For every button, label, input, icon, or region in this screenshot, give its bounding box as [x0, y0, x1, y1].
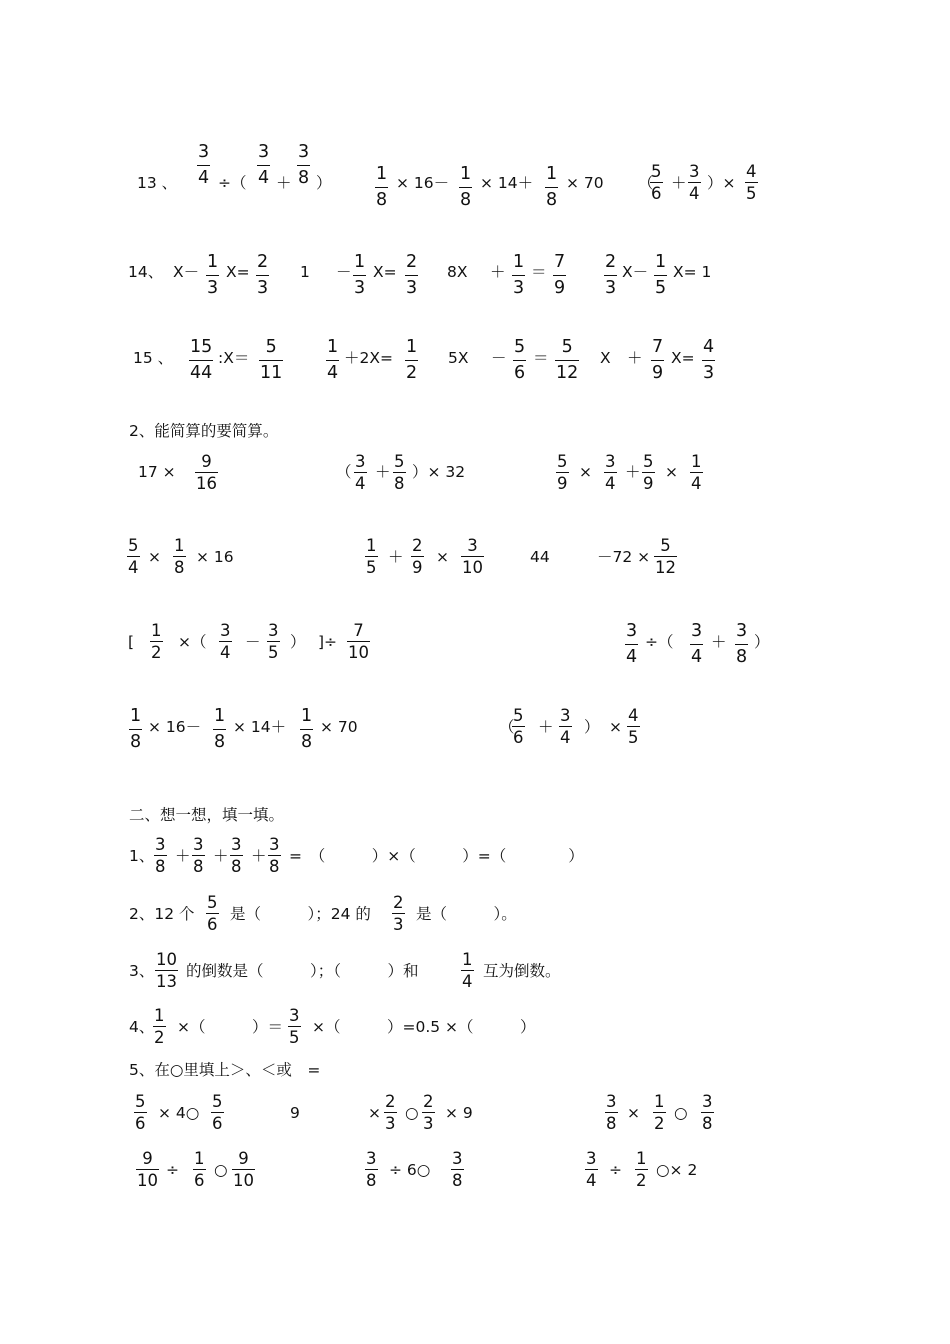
fraction: 1 2 [154, 1006, 165, 1047]
fraction: 5 6 [514, 337, 526, 383]
fraction: 1 8 [376, 164, 388, 210]
operator: ） [316, 174, 332, 192]
operator: ＋ [627, 349, 643, 367]
fraction: 1 3 [513, 252, 525, 298]
operator: X= [226, 263, 250, 281]
operator: 44 [530, 548, 550, 566]
answer-blanks: 互为倒数。 [483, 962, 561, 980]
answer-blanks: 是（ ）。 [416, 905, 517, 923]
fraction: 2 9 [412, 536, 423, 577]
fraction: 4 3 [703, 337, 715, 383]
fraction: 3 4 [560, 706, 571, 747]
operator: 1 [300, 263, 310, 281]
operator: :X＝ [218, 349, 250, 367]
operator: （ [638, 174, 654, 192]
fraction: 3 8 [366, 1149, 377, 1190]
fraction: 2 3 [257, 252, 269, 298]
fraction: 7 9 [554, 252, 566, 298]
operator: ＋ [538, 718, 554, 736]
fraction: 2 3 [385, 1092, 396, 1133]
fraction: 3 8 [155, 835, 166, 876]
operator: × [436, 548, 449, 566]
operator: × 70 [320, 718, 358, 736]
operator: － [491, 349, 507, 367]
operator: ＋ [175, 847, 191, 865]
operator: X= 1 [673, 263, 712, 281]
operator: × 16 [196, 548, 234, 566]
fraction: 3 8 [193, 835, 204, 876]
operator: × [368, 1104, 381, 1122]
operator: × [579, 463, 592, 481]
section-heading: 二、想一想，填一填。 [129, 806, 285, 824]
label: 15 、 [133, 349, 174, 367]
operator: ＋ [625, 463, 641, 481]
fraction: 1 8 [460, 164, 472, 210]
operator: × [665, 463, 678, 481]
fraction: 3 8 [269, 835, 280, 876]
operator: ） [290, 633, 306, 651]
fraction: 1 8 [174, 536, 185, 577]
fraction: 3 10 [462, 536, 483, 577]
operator: ＋ [388, 548, 404, 566]
fraction: 1 3 [354, 252, 366, 298]
fraction: 4 5 [628, 706, 639, 747]
operator: ＋2X= [344, 349, 393, 367]
fraction: 3 8 [452, 1149, 463, 1190]
label: 2、12 个 [129, 905, 195, 923]
operator: ○× 2 [656, 1161, 698, 1179]
fraction: 1 4 [462, 950, 473, 991]
fraction: 3 4 [689, 162, 700, 203]
operator: ）× [707, 174, 736, 192]
operator: X－ [622, 263, 649, 281]
fraction: 5 4 [128, 536, 139, 577]
operator: × 14＋ [233, 718, 287, 736]
operator: ○ [674, 1104, 688, 1122]
fraction: 1 2 [406, 337, 418, 383]
operator: －72 × [597, 548, 651, 566]
label: 3、 [129, 962, 155, 980]
fraction: 1 4 [327, 337, 339, 383]
fraction: 3 8 [606, 1092, 617, 1133]
fraction: 1 4 [691, 452, 702, 493]
operator: ○ [405, 1104, 419, 1122]
fraction: 5 9 [643, 452, 654, 493]
operator: [ [128, 633, 135, 651]
operator: ÷ [166, 1161, 179, 1179]
fraction: 3 4 [198, 142, 210, 188]
fraction: 3 4 [220, 621, 231, 662]
operator: × 16－ [148, 718, 202, 736]
fraction: 2 3 [406, 252, 418, 298]
answer-blanks: ×（ ）=0.5 ×（ ） [312, 1018, 536, 1036]
fraction: 3 4 [258, 142, 270, 188]
operator: 8X [447, 263, 468, 281]
operator: × [609, 718, 622, 736]
operator: ＝ [533, 349, 549, 367]
operator: × 4○ [158, 1104, 200, 1122]
operator: ÷（ [218, 174, 247, 192]
operator: × 9 [445, 1104, 473, 1122]
operator: ÷（ [645, 633, 674, 651]
fraction: 5 9 [557, 452, 568, 493]
operator: ） [584, 718, 600, 736]
fraction: 5 12 [556, 337, 579, 383]
fraction: 1 5 [655, 252, 667, 298]
fraction: 5 12 [655, 536, 676, 577]
fraction: 3 4 [626, 621, 638, 667]
operator: ÷ [609, 1161, 622, 1179]
fraction: 7 10 [348, 621, 369, 662]
operator: ]÷ [318, 633, 338, 651]
operator: ×（ [178, 633, 207, 651]
fraction: 1 2 [151, 621, 162, 662]
label: 13 、 [137, 174, 178, 192]
fraction: 3 8 [702, 1092, 713, 1133]
operator: X= [373, 263, 397, 281]
operator: － [336, 263, 352, 281]
fraction: 1 8 [301, 706, 313, 752]
operator: ○ [214, 1161, 228, 1179]
fraction: 2 3 [393, 893, 404, 934]
fraction: 5 6 [207, 893, 218, 934]
fraction: 3 5 [268, 621, 279, 662]
fraction: 1 8 [546, 164, 558, 210]
operator: （ [499, 718, 515, 736]
operator: ÷ 6○ [389, 1161, 431, 1179]
operator: ＝ [531, 263, 547, 281]
operator: × [148, 548, 161, 566]
fraction: 10 13 [156, 950, 177, 991]
operator: X [600, 349, 611, 367]
fraction: 3 4 [586, 1149, 597, 1190]
operator: ＋ [375, 463, 391, 481]
fraction: 3 8 [736, 621, 748, 667]
operator: X－ [173, 263, 200, 281]
fraction: 1 3 [207, 252, 219, 298]
section-heading: 2、能简算的要简算。 [129, 422, 279, 440]
operator: ） [754, 633, 770, 651]
fraction: 1 6 [194, 1149, 205, 1190]
fraction: 7 9 [652, 337, 664, 383]
fraction: 1 5 [366, 536, 377, 577]
operator: （ [336, 463, 352, 481]
fraction: 1 2 [636, 1149, 647, 1190]
fraction: 3 5 [289, 1006, 300, 1047]
fraction: 1 8 [130, 706, 142, 752]
operator: － [245, 633, 261, 651]
fraction: 9 10 [233, 1149, 254, 1190]
answer-blanks: 是（ ）；24 的 [230, 905, 371, 923]
operator: ＋ [490, 263, 506, 281]
operator: × [627, 1104, 640, 1122]
operator: ＋ [711, 633, 727, 651]
operator: 9 [290, 1104, 300, 1122]
operator: × 70 [566, 174, 604, 192]
fraction: 1 2 [654, 1092, 665, 1133]
operator: X= [671, 349, 695, 367]
fraction: 5 6 [212, 1092, 223, 1133]
fraction: 3 8 [231, 835, 242, 876]
fraction: 1 8 [214, 706, 226, 752]
fraction: 15 44 [190, 337, 213, 383]
fraction: 3 4 [605, 452, 616, 493]
answer-blanks: ×（ ）＝ [177, 1018, 283, 1036]
label: 14、 [128, 263, 164, 281]
fraction: 9 16 [196, 452, 217, 493]
fraction: 3 8 [298, 142, 310, 188]
fraction: 2 3 [605, 252, 617, 298]
fraction: 5 6 [135, 1092, 146, 1133]
fraction: 5 8 [394, 452, 405, 493]
operator: ）× 32 [412, 463, 466, 481]
fraction: 2 3 [423, 1092, 434, 1133]
fraction: 4 5 [746, 162, 757, 203]
answer-blanks: = （ ）×（ ）=（ ） [289, 847, 584, 865]
operator: 17 × [138, 463, 176, 481]
fraction: 5 6 [513, 706, 524, 747]
fill-question-5: 5、在○里填上＞、＜或 = [129, 1061, 321, 1079]
operator: ＋ [671, 174, 687, 192]
answer-blanks: 的倒数是（ ）；（ ）和 [186, 962, 419, 980]
fraction: 9 10 [137, 1149, 158, 1190]
operator: × 14＋ [480, 174, 534, 192]
fraction: 5 11 [260, 337, 283, 383]
operator: × 16－ [396, 174, 450, 192]
operator: ＋ [213, 847, 229, 865]
fraction: 3 4 [691, 621, 703, 667]
fraction: 3 4 [355, 452, 366, 493]
operator: ＋ [276, 174, 292, 192]
operator: 5X [448, 349, 469, 367]
operator: ＋ [251, 847, 267, 865]
fraction: 5 6 [651, 162, 662, 203]
label: 4、 [129, 1018, 155, 1036]
label: 1、 [129, 847, 155, 865]
